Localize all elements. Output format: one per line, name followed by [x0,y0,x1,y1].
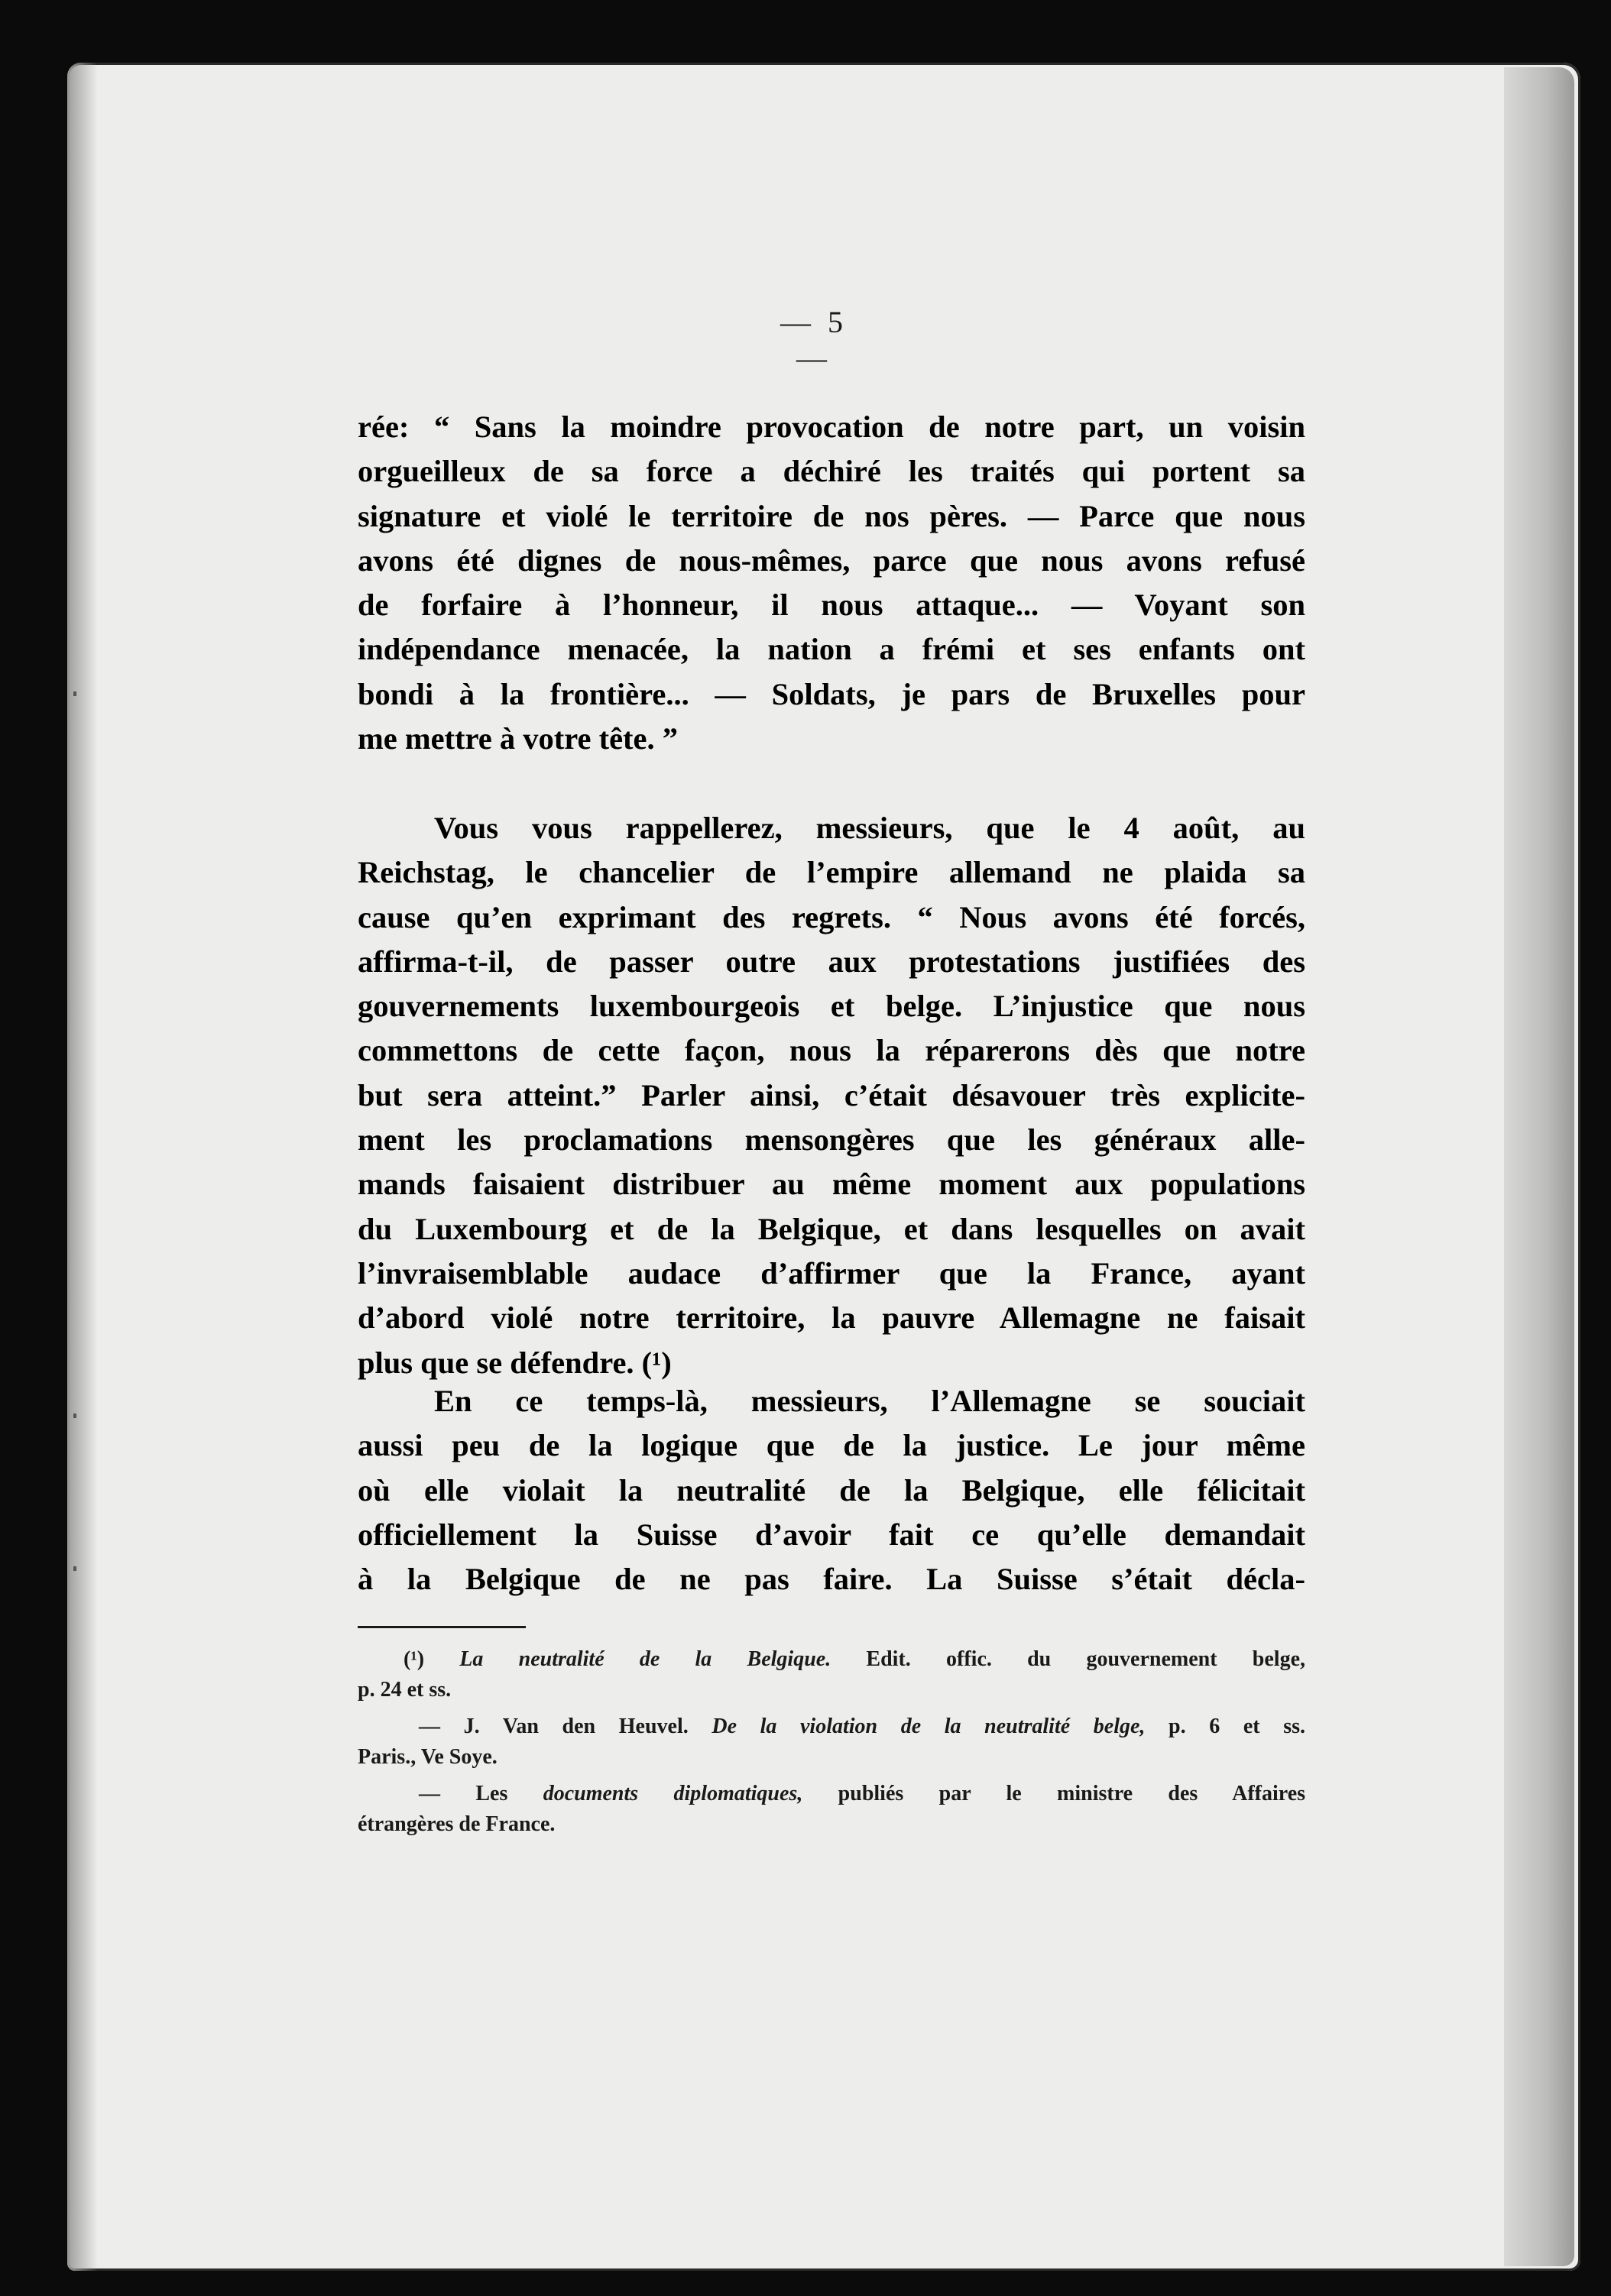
text-line: rée: “ Sans la moindre provocation de notre part, un voisin [358,410,1305,444]
text-line: bondi à la frontière... — Soldats, je pars de Bruxelles pour [358,676,1305,711]
text-line: mands faisaient distribuer au même moment aux populations [358,1167,1305,1202]
text-line: du Luxembourg et de la Belgique, et dans lesquelles on avait [358,1211,1305,1246]
footnote-divider [358,1626,526,1628]
footnote-title: La neutralité de la Belgique. [459,1647,831,1671]
text-line: Reichstag, le chancelier de l’empire allemand ne plaida sa [358,855,1305,890]
footnote [358,1711,1305,1742]
text-line: à la Belgique de ne pas faire. La Suisse s’était décla- [358,1562,1305,1597]
text-line: où elle violait la neutralité de la Belgique, elle félicitait [358,1472,1305,1507]
footnote [358,1644,1305,1675]
text-line: commettons de cette façon, nous la réparerons dès que notre [358,1033,1305,1068]
paragraph-switzerland [358,1379,1305,1601]
text-line: signature et violé le territoire de nos pères. — Parce que nous [358,498,1305,533]
footnote-continuation: p. 24 et ss. [358,1678,452,1702]
footnote-marker: (¹) [404,1647,460,1671]
page-number: — 5 — [780,305,848,375]
footnotes [358,1644,1305,1846]
text-line: Vous vous rappellerez, messieurs, que le 4 août, au [434,811,1305,845]
text-line: affirma-t-il, de passer outre aux protestations justifiées des [358,944,1305,979]
text-line: indépendance menacée, la nation a frémi et ses enfants ont [358,632,1305,667]
footnote-text: — Les [419,1782,543,1805]
footnote-author: — J. Van den Heuvel. [419,1715,712,1738]
text-line: cause qu’en exprimant des regrets. “ Nous avons été forcés, [358,899,1305,934]
text-line: de forfaire à l’honneur, il nous attaque... — Voyant son [358,588,1305,623]
footnote-text: publiés par le ministre des Affaires [802,1782,1306,1805]
text-line: d’abord violé notre territoire, la pauvre Allemagne ne faisait [358,1300,1305,1336]
text-line: officiellement la Suisse d’avoir fait ce qu’elle demandait [358,1517,1305,1552]
page-gutter-shadow [67,63,98,2271]
text-line: avons été dignes de nous-mêmes, parce que nous avons refusé [358,542,1305,578]
footnote-continuation: étrangères de France. [358,1812,556,1836]
text-line: but sera atteint.” Parler ainsi, c’était désavouer très explicite- [358,1077,1305,1112]
margin-mark [73,1414,76,1418]
footnote-text: Edit. offic. du gouvernement belge, [831,1647,1305,1671]
page-edge [1504,67,1574,2266]
text-line: aussi peu de la logique que de la justice. Le jour même [358,1428,1305,1463]
text-line: me mettre à votre tête. ” [358,721,679,756]
text-line: gouvernements luxembourgeois et belge. L’injustice que nous [358,989,1305,1024]
text-line: l’invraisemblable audace d’affirmer que la France, ayant [358,1255,1305,1290]
footnote-title: documents diplomatiques, [543,1782,803,1805]
paragraph-quote [358,405,1305,761]
text-line: En ce temps-là, messieurs, l’Allemagne se souciait [434,1384,1305,1418]
footnote-title: De la violation de la neutralité belge, [711,1715,1146,1738]
text-line: ment les proclamations mensongères que les généraux alle- [358,1122,1305,1158]
footnote [358,1779,1305,1809]
margin-mark [73,691,76,696]
footnote-text: p. 6 et ss. [1145,1715,1305,1738]
margin-mark [73,1566,76,1571]
text-line: plus que se défendre. (¹) [358,1345,672,1380]
paragraph-reichstag [358,806,1305,1385]
text-line: orgueilleux de sa force a déchiré les traités qui portent sa [358,454,1305,489]
footnote-continuation: Paris., Ve Soye. [358,1745,498,1769]
